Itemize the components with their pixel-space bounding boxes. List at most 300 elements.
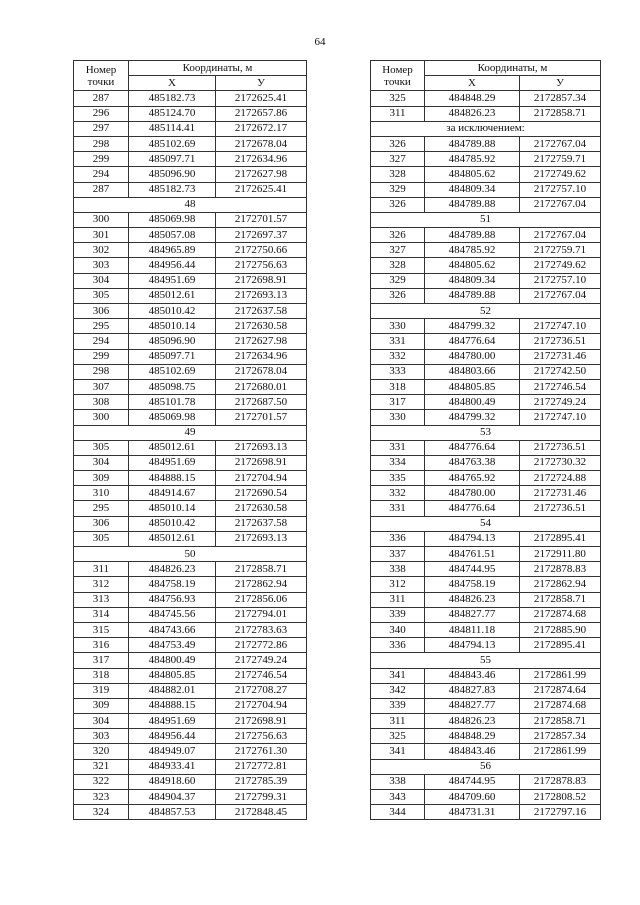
- table-row: [371, 228, 601, 243]
- y-coordinate-cell: 2172761.30: [216, 744, 307, 759]
- x-coordinate-cell: 484758.19: [129, 577, 216, 592]
- y-coordinate-cell: 2172756.63: [216, 258, 307, 273]
- section-label: 51: [371, 212, 601, 227]
- x-coordinate-cell: 484785.92: [425, 243, 520, 258]
- point-number-cell: 317: [371, 395, 425, 410]
- table-row: [371, 455, 601, 470]
- x-coordinate-cell: 485114.41: [129, 121, 216, 136]
- point-number-cell: 326: [371, 136, 425, 151]
- y-coordinate-cell: 2172878.83: [520, 562, 601, 577]
- x-column-header: X: [129, 76, 216, 91]
- y-coordinate-cell: 2172627.98: [216, 167, 307, 182]
- x-coordinate-cell: 484933.41: [129, 759, 216, 774]
- x-coordinate-cell: 485182.73: [129, 182, 216, 197]
- point-number-cell: 313: [74, 592, 129, 607]
- table-row: [371, 622, 601, 637]
- y-coordinate-cell: 2172736.51: [520, 334, 601, 349]
- x-coordinate-cell: 484857.53: [129, 805, 216, 820]
- section-label: 49: [74, 425, 307, 440]
- table-row: [371, 714, 601, 729]
- point-number-cell: 330: [371, 319, 425, 334]
- y-coordinate-cell: 2172757.10: [520, 182, 601, 197]
- point-number-cell: 312: [371, 577, 425, 592]
- x-coordinate-cell: 484800.49: [425, 395, 520, 410]
- point-number-header: [74, 61, 129, 91]
- point-number-cell: 302: [74, 243, 129, 258]
- section-label: 53: [371, 425, 601, 440]
- y-column-header: У: [216, 76, 307, 91]
- x-coordinate-cell: 484794.13: [425, 638, 520, 653]
- table-row: [371, 106, 601, 121]
- table-row: [74, 774, 307, 789]
- point-number-cell: 336: [371, 531, 425, 546]
- point-number-cell: 321: [74, 759, 129, 774]
- x-coordinate-cell: 484763.38: [425, 455, 520, 470]
- section-label: 54: [371, 516, 601, 531]
- point-number-cell: 310: [74, 486, 129, 501]
- y-coordinate-cell: 2172704.94: [216, 471, 307, 486]
- x-coordinate-cell: 485096.90: [129, 334, 216, 349]
- y-coordinate-cell: 2172857.34: [520, 729, 601, 744]
- point-number-cell: 298: [74, 364, 129, 379]
- y-coordinate-cell: 2172637.58: [216, 304, 307, 319]
- y-coordinate-cell: 2172701.57: [216, 212, 307, 227]
- section-row: [74, 425, 307, 440]
- point-number-cell: 306: [74, 516, 129, 531]
- y-coordinate-cell: 2172747.10: [520, 319, 601, 334]
- x-coordinate-cell: 484918.60: [129, 774, 216, 789]
- point-number-cell: 324: [74, 805, 129, 820]
- y-coordinate-cell: 2172630.58: [216, 319, 307, 334]
- x-column-header: X: [425, 76, 520, 91]
- table-row: [74, 364, 307, 379]
- table-row: [371, 774, 601, 789]
- point-number-cell: 333: [371, 364, 425, 379]
- x-coordinate-cell: 484776.64: [425, 501, 520, 516]
- x-coordinate-cell: 484805.62: [425, 167, 520, 182]
- table-row: [371, 805, 601, 820]
- section-label: 52: [371, 304, 601, 319]
- x-coordinate-cell: 484709.60: [425, 790, 520, 805]
- table-row: [74, 714, 307, 729]
- table-row: [74, 759, 307, 774]
- table-row: [74, 319, 307, 334]
- point-number-cell: 301: [74, 228, 129, 243]
- point-number-cell: 304: [74, 455, 129, 470]
- point-number-cell: 331: [371, 501, 425, 516]
- y-coordinate-cell: 2172736.51: [520, 440, 601, 455]
- x-coordinate-cell: 485010.42: [129, 304, 216, 319]
- y-coordinate-cell: 2172785.39: [216, 774, 307, 789]
- y-coordinate-cell: 2172911.80: [520, 547, 601, 562]
- table-row: [74, 516, 307, 531]
- table-row: [74, 304, 307, 319]
- x-coordinate-cell: 484811.18: [425, 622, 520, 637]
- y-coordinate-cell: 2172797.16: [520, 805, 601, 820]
- table-row: [74, 577, 307, 592]
- y-coordinate-cell: 2172878.83: [520, 774, 601, 789]
- y-coordinate-cell: 2172627.98: [216, 334, 307, 349]
- y-coordinate-cell: 2172690.54: [216, 486, 307, 501]
- y-coordinate-cell: 2172874.68: [520, 698, 601, 713]
- table-row: [74, 349, 307, 364]
- x-coordinate-cell: 484805.85: [129, 668, 216, 683]
- x-coordinate-cell: 485012.61: [129, 440, 216, 455]
- point-number-cell: 295: [74, 501, 129, 516]
- point-number-cell: 341: [371, 744, 425, 759]
- x-coordinate-cell: 485012.61: [129, 531, 216, 546]
- x-coordinate-cell: 484843.46: [425, 744, 520, 759]
- y-coordinate-cell: 2172749.24: [216, 653, 307, 668]
- x-coordinate-cell: 484756.93: [129, 592, 216, 607]
- section-row: [74, 547, 307, 562]
- y-coordinate-cell: 2172704.94: [216, 698, 307, 713]
- table-row: [371, 395, 601, 410]
- x-coordinate-cell: 484904.37: [129, 790, 216, 805]
- table-row: [371, 501, 601, 516]
- x-coordinate-cell: 485124.70: [129, 106, 216, 121]
- section-row: [371, 304, 601, 319]
- point-number-cell: 328: [371, 258, 425, 273]
- point-number-cell: 315: [74, 622, 129, 637]
- y-coordinate-cell: 2172701.57: [216, 410, 307, 425]
- section-row: [371, 121, 601, 136]
- x-coordinate-cell: 485098.75: [129, 379, 216, 394]
- y-coordinate-cell: 2172767.04: [520, 228, 601, 243]
- table-row: [371, 698, 601, 713]
- x-coordinate-cell: 484843.46: [425, 668, 520, 683]
- y-coordinate-cell: 2172874.64: [520, 683, 601, 698]
- x-coordinate-cell: 484803.66: [425, 364, 520, 379]
- table-row: [371, 562, 601, 577]
- point-number-cell: 317: [74, 653, 129, 668]
- x-coordinate-cell: 485101.78: [129, 395, 216, 410]
- x-coordinate-cell: 484731.31: [425, 805, 520, 820]
- point-number-cell: 316: [74, 638, 129, 653]
- y-coordinate-cell: 2172678.04: [216, 364, 307, 379]
- table-row: [74, 106, 307, 121]
- point-number-header-line2: точки: [87, 75, 115, 88]
- point-number-cell: 295: [74, 319, 129, 334]
- table-row: [371, 547, 601, 562]
- table-row: [371, 668, 601, 683]
- y-coordinate-cell: 2172750.66: [216, 243, 307, 258]
- table-row: [371, 167, 601, 182]
- table-row: [74, 698, 307, 713]
- table-row: [74, 288, 307, 303]
- point-number-cell: 337: [371, 547, 425, 562]
- y-coordinate-cell: 2172630.58: [216, 501, 307, 516]
- x-coordinate-cell: 484776.64: [425, 334, 520, 349]
- y-coordinate-cell: 2172693.13: [216, 440, 307, 455]
- x-coordinate-cell: 484827.77: [425, 607, 520, 622]
- table-row: [74, 744, 307, 759]
- y-coordinate-cell: 2172634.96: [216, 349, 307, 364]
- point-number-cell: 338: [371, 774, 425, 789]
- point-number-cell: 334: [371, 455, 425, 470]
- x-coordinate-cell: 485097.71: [129, 349, 216, 364]
- point-number-cell: 299: [74, 152, 129, 167]
- section-label: 56: [371, 759, 601, 774]
- point-number-cell: 328: [371, 167, 425, 182]
- y-coordinate-cell: 2172747.10: [520, 410, 601, 425]
- point-number-cell: 311: [74, 562, 129, 577]
- point-number-cell: 332: [371, 486, 425, 501]
- point-number-cell: 320: [74, 744, 129, 759]
- table-row: [371, 729, 601, 744]
- point-number-cell: 305: [74, 440, 129, 455]
- y-coordinate-cell: 2172697.37: [216, 228, 307, 243]
- point-number-cell: 341: [371, 668, 425, 683]
- y-coordinate-cell: 2172874.68: [520, 607, 601, 622]
- point-number-cell: 300: [74, 410, 129, 425]
- table-row: [74, 334, 307, 349]
- x-coordinate-cell: 484805.85: [425, 379, 520, 394]
- y-coordinate-cell: 2172759.71: [520, 152, 601, 167]
- table-row: [74, 258, 307, 273]
- x-coordinate-cell: 485069.98: [129, 212, 216, 227]
- table-row: [74, 790, 307, 805]
- x-coordinate-cell: 484789.88: [425, 197, 520, 212]
- x-coordinate-cell: 484956.44: [129, 729, 216, 744]
- table-header-row: [371, 61, 601, 76]
- y-coordinate-cell: 2172637.58: [216, 516, 307, 531]
- section-label: 50: [74, 547, 307, 562]
- point-number-cell: 330: [371, 410, 425, 425]
- table-row: [74, 243, 307, 258]
- y-coordinate-cell: 2172708.27: [216, 683, 307, 698]
- point-number-cell: 314: [74, 607, 129, 622]
- table-row: [371, 379, 601, 394]
- x-coordinate-cell: 484789.88: [425, 228, 520, 243]
- x-coordinate-cell: 484789.88: [425, 288, 520, 303]
- point-number-cell: 305: [74, 531, 129, 546]
- point-number-cell: 299: [74, 349, 129, 364]
- point-number-header-line1: Номер: [382, 63, 413, 76]
- table-row: [371, 197, 601, 212]
- x-coordinate-cell: 484799.32: [425, 319, 520, 334]
- x-coordinate-cell: 484965.89: [129, 243, 216, 258]
- x-coordinate-cell: 484951.69: [129, 273, 216, 288]
- y-coordinate-cell: 2172746.54: [520, 379, 601, 394]
- y-coordinate-cell: 2172634.96: [216, 152, 307, 167]
- y-coordinate-cell: 2172895.41: [520, 531, 601, 546]
- y-coordinate-cell: 2172680.01: [216, 379, 307, 394]
- y-coordinate-cell: 2172808.52: [520, 790, 601, 805]
- x-coordinate-cell: 484805.62: [425, 258, 520, 273]
- y-coordinate-cell: 2172858.71: [520, 714, 601, 729]
- y-coordinate-cell: 2172672.17: [216, 121, 307, 136]
- y-coordinate-cell: 2172698.91: [216, 273, 307, 288]
- point-number-cell: 326: [371, 288, 425, 303]
- point-number-cell: 318: [371, 379, 425, 394]
- point-number-cell: 343: [371, 790, 425, 805]
- table-row: [371, 364, 601, 379]
- point-number-header: [371, 61, 425, 91]
- y-coordinate-cell: 2172857.34: [520, 91, 601, 106]
- point-number-header-line1: Номер: [85, 63, 117, 76]
- y-coordinate-cell: 2172767.04: [520, 197, 601, 212]
- section-label: за исключением:: [371, 121, 601, 136]
- x-coordinate-cell: 485012.61: [129, 288, 216, 303]
- table-row: [74, 471, 307, 486]
- point-number-cell: 294: [74, 334, 129, 349]
- table-row: [74, 455, 307, 470]
- y-coordinate-cell: 2172848.45: [216, 805, 307, 820]
- y-coordinate-cell: 2172767.04: [520, 288, 601, 303]
- y-coordinate-cell: 2172749.24: [520, 395, 601, 410]
- point-number-cell: 311: [371, 592, 425, 607]
- point-number-cell: 325: [371, 729, 425, 744]
- y-coordinate-cell: 2172625.41: [216, 182, 307, 197]
- table-row: [371, 471, 601, 486]
- x-coordinate-cell: 485102.69: [129, 136, 216, 151]
- point-number-cell: 323: [74, 790, 129, 805]
- table-row: [371, 410, 601, 425]
- table-row: [371, 577, 601, 592]
- point-number-cell: 319: [74, 683, 129, 698]
- table-row: [371, 243, 601, 258]
- y-coordinate-cell: 2172862.94: [520, 577, 601, 592]
- table-row: [74, 729, 307, 744]
- y-coordinate-cell: 2172730.32: [520, 455, 601, 470]
- y-coordinate-cell: 2172757.10: [520, 273, 601, 288]
- x-coordinate-cell: 484827.83: [425, 683, 520, 698]
- y-coordinate-cell: 2172895.41: [520, 638, 601, 653]
- table-row: [74, 167, 307, 182]
- table-row: [74, 136, 307, 151]
- table-row: [74, 653, 307, 668]
- x-coordinate-cell: 485102.69: [129, 364, 216, 379]
- point-number-cell: 340: [371, 622, 425, 637]
- x-coordinate-cell: 484745.56: [129, 607, 216, 622]
- point-number-cell: 342: [371, 683, 425, 698]
- y-coordinate-cell: 2172693.13: [216, 288, 307, 303]
- table-row: [371, 258, 601, 273]
- y-coordinate-cell: 2172858.71: [520, 592, 601, 607]
- table-row: [74, 273, 307, 288]
- table-row: [74, 592, 307, 607]
- x-coordinate-cell: 484799.32: [425, 410, 520, 425]
- point-number-cell: 311: [371, 106, 425, 121]
- point-number-cell: 296: [74, 106, 129, 121]
- coordinates-table-left: [73, 60, 307, 820]
- x-coordinate-cell: 484827.77: [425, 698, 520, 713]
- y-coordinate-cell: 2172767.04: [520, 136, 601, 151]
- table-row: [371, 592, 601, 607]
- x-coordinate-cell: 484743.66: [129, 622, 216, 637]
- y-coordinate-cell: 2172856.06: [216, 592, 307, 607]
- table-row: [371, 486, 601, 501]
- y-column-header: У: [520, 76, 601, 91]
- section-row: [74, 197, 307, 212]
- coordinates-header: Координаты, м: [129, 61, 307, 76]
- y-coordinate-cell: 2172772.81: [216, 759, 307, 774]
- y-coordinate-cell: 2172657.86: [216, 106, 307, 121]
- x-coordinate-cell: 484780.00: [425, 486, 520, 501]
- table-row: [74, 182, 307, 197]
- x-coordinate-cell: 485069.98: [129, 410, 216, 425]
- point-number-cell: 305: [74, 288, 129, 303]
- point-number-cell: 294: [74, 167, 129, 182]
- table-row: [371, 152, 601, 167]
- x-coordinate-cell: 484794.13: [425, 531, 520, 546]
- x-coordinate-cell: 485010.14: [129, 319, 216, 334]
- point-number-cell: 303: [74, 258, 129, 273]
- table-row: [371, 273, 601, 288]
- y-coordinate-cell: 2172749.62: [520, 167, 601, 182]
- section-row: [371, 425, 601, 440]
- x-coordinate-cell: 485096.90: [129, 167, 216, 182]
- point-number-cell: 287: [74, 182, 129, 197]
- point-number-cell: 336: [371, 638, 425, 653]
- y-coordinate-cell: 2172858.71: [216, 562, 307, 577]
- point-number-cell: 332: [371, 349, 425, 364]
- point-number-cell: 338: [371, 562, 425, 577]
- point-number-cell: 297: [74, 121, 129, 136]
- y-coordinate-cell: 2172861.99: [520, 668, 601, 683]
- point-number-cell: 287: [74, 91, 129, 106]
- table-row: [74, 638, 307, 653]
- table-row: [371, 136, 601, 151]
- table-row: [74, 531, 307, 546]
- y-coordinate-cell: 2172693.13: [216, 531, 307, 546]
- x-coordinate-cell: 484789.88: [425, 136, 520, 151]
- x-coordinate-cell: 484753.49: [129, 638, 216, 653]
- point-number-cell: 304: [74, 714, 129, 729]
- y-coordinate-cell: 2172731.46: [520, 486, 601, 501]
- table-row: [74, 683, 307, 698]
- point-number-cell: 325: [371, 91, 425, 106]
- point-number-cell: 326: [371, 197, 425, 212]
- point-number-cell: 311: [371, 714, 425, 729]
- table-row: [371, 790, 601, 805]
- table-row: [371, 440, 601, 455]
- table-row: [371, 334, 601, 349]
- x-coordinate-cell: 484826.23: [425, 714, 520, 729]
- table-row: [74, 121, 307, 136]
- point-number-cell: 327: [371, 152, 425, 167]
- point-number-cell: 298: [74, 136, 129, 151]
- x-coordinate-cell: 484776.64: [425, 440, 520, 455]
- y-coordinate-cell: 2172698.91: [216, 714, 307, 729]
- table-row: [371, 638, 601, 653]
- x-coordinate-cell: 484956.44: [129, 258, 216, 273]
- point-number-cell: 326: [371, 228, 425, 243]
- y-coordinate-cell: 2172861.99: [520, 744, 601, 759]
- table-row: [371, 349, 601, 364]
- point-number-cell: 306: [74, 304, 129, 319]
- table-row: [74, 395, 307, 410]
- x-coordinate-cell: 484765.92: [425, 471, 520, 486]
- point-number-cell: 331: [371, 334, 425, 349]
- point-number-cell: 329: [371, 182, 425, 197]
- table-row: [371, 531, 601, 546]
- y-coordinate-cell: 2172799.31: [216, 790, 307, 805]
- point-number-cell: 327: [371, 243, 425, 258]
- x-coordinate-cell: 484951.69: [129, 714, 216, 729]
- point-number-cell: 339: [371, 607, 425, 622]
- table-row: [74, 486, 307, 501]
- table-row: [371, 288, 601, 303]
- table-row: [74, 379, 307, 394]
- table-header-row: [74, 61, 307, 76]
- y-coordinate-cell: 2172759.71: [520, 243, 601, 258]
- y-coordinate-cell: 2172885.90: [520, 622, 601, 637]
- y-coordinate-cell: 2172724.88: [520, 471, 601, 486]
- point-number-cell: 339: [371, 698, 425, 713]
- y-coordinate-cell: 2172687.50: [216, 395, 307, 410]
